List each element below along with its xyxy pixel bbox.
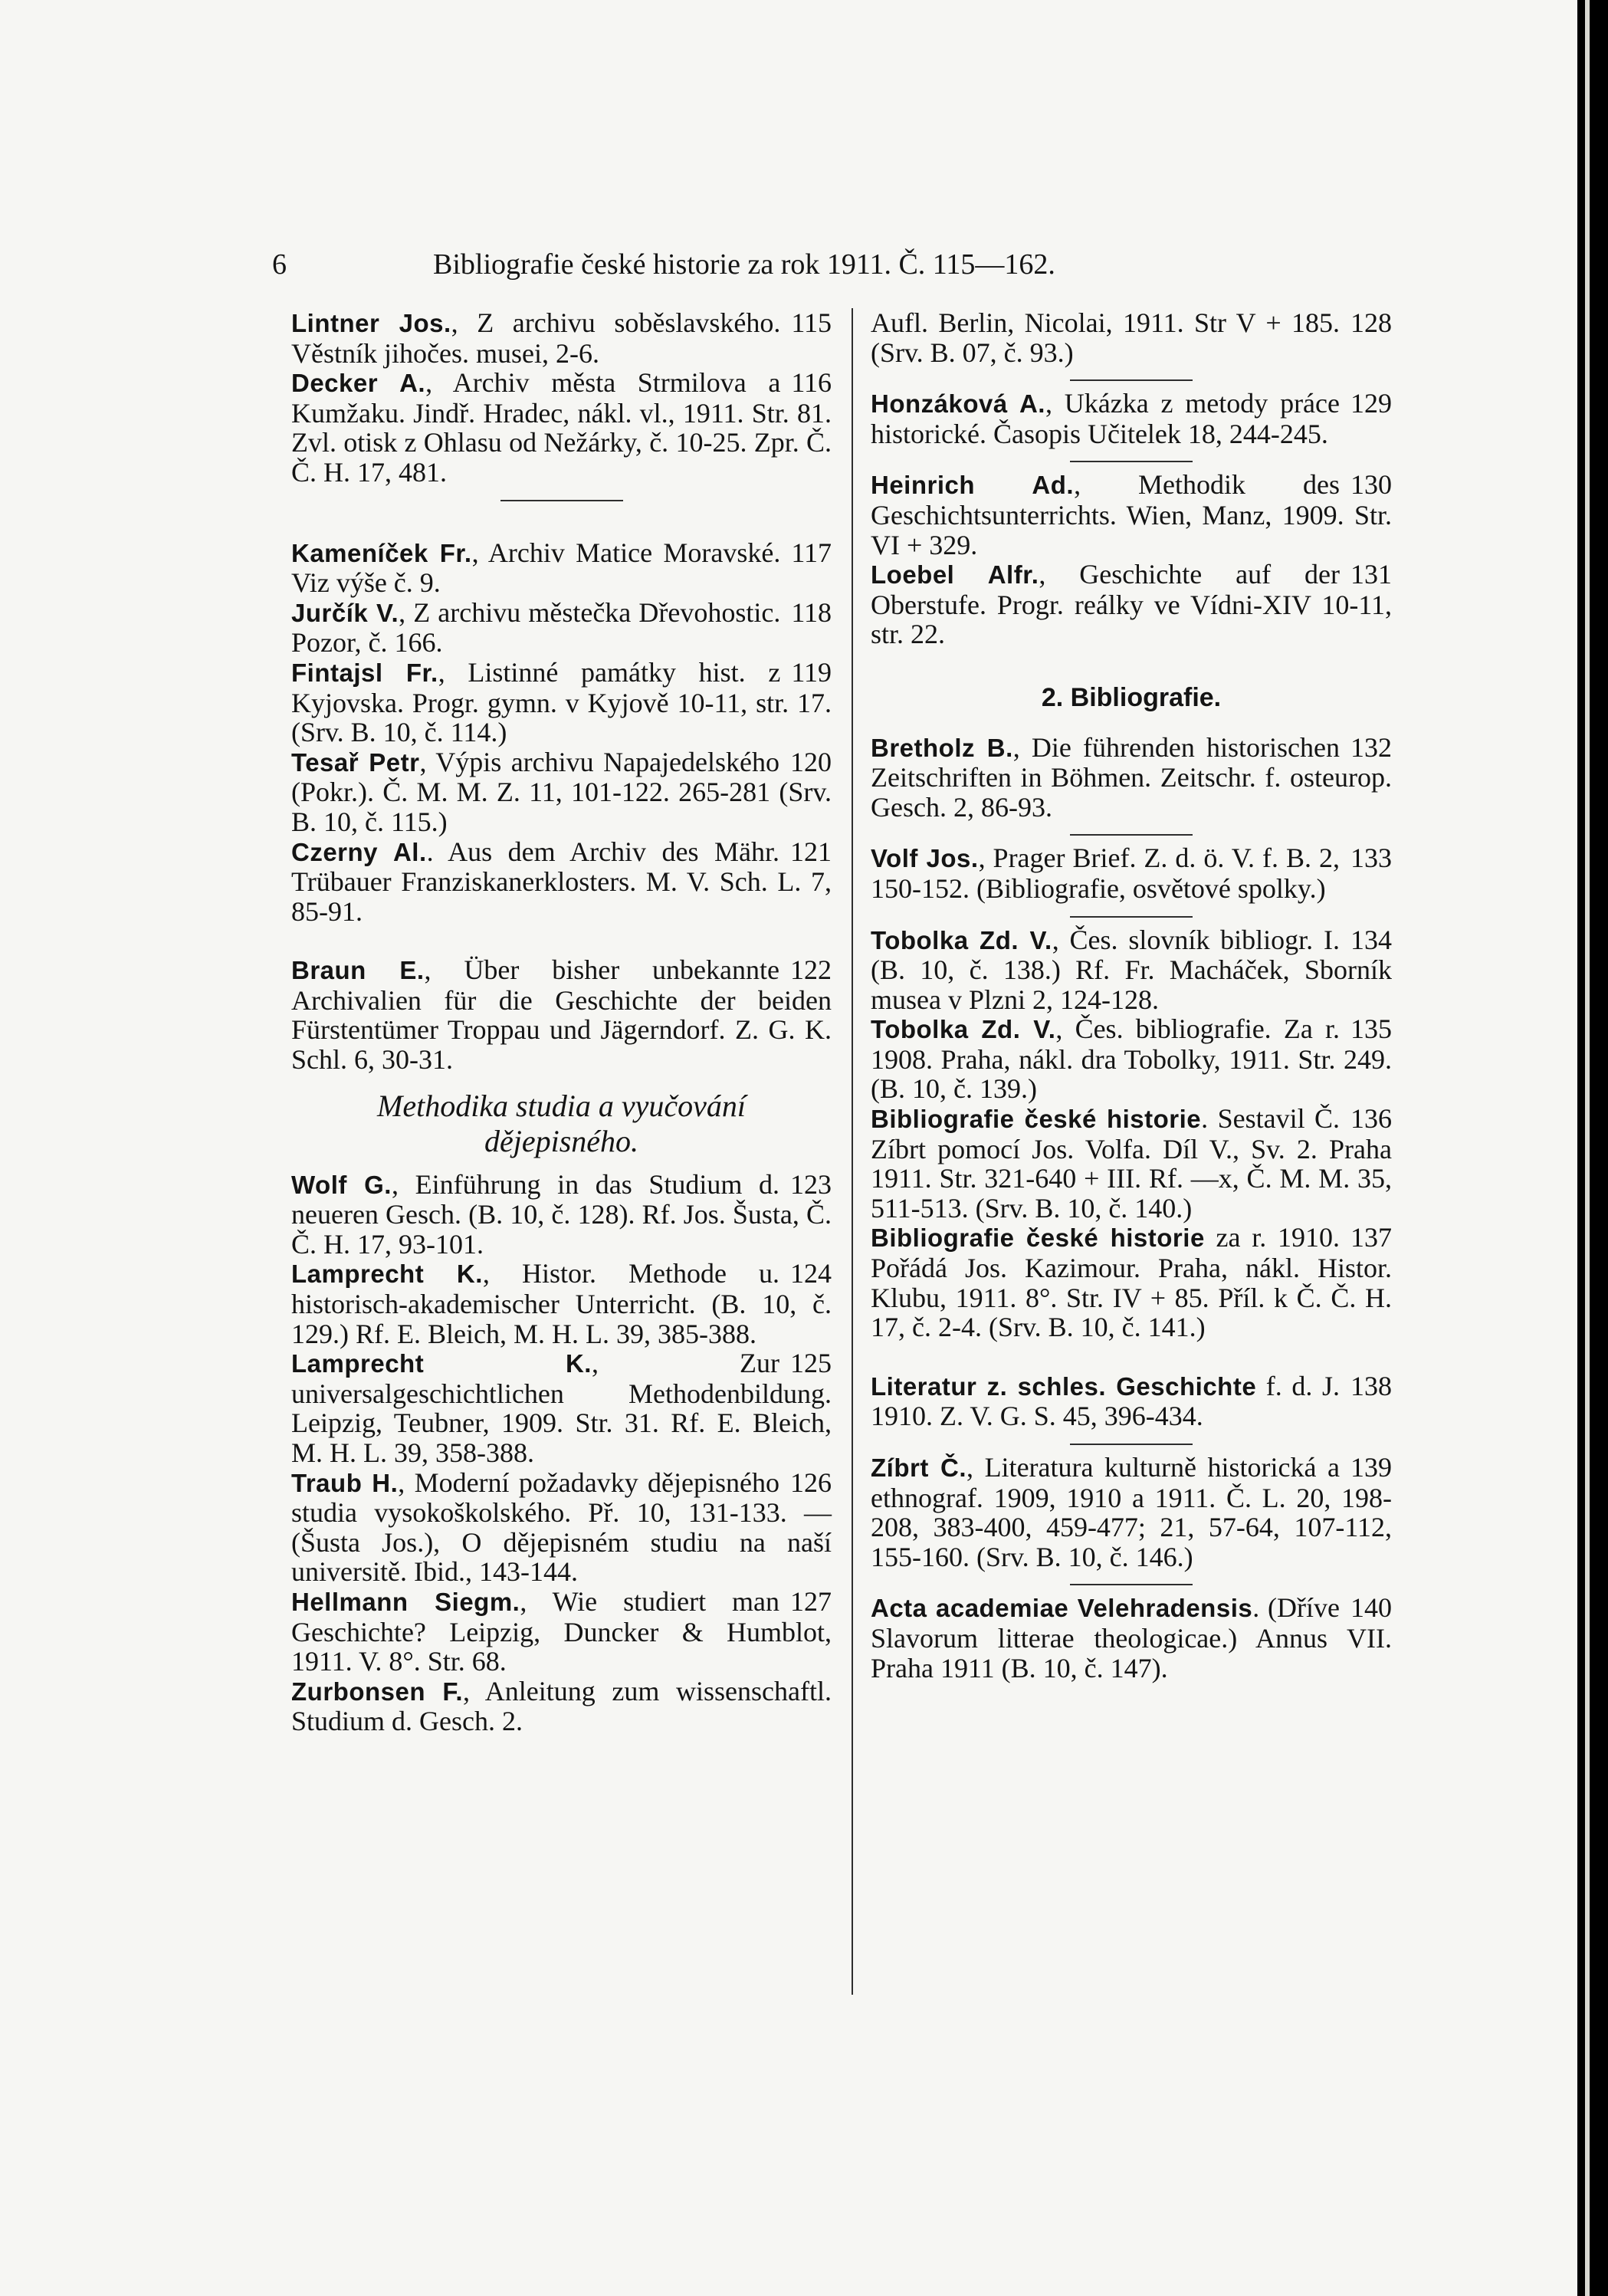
bib-entry: [871, 733, 1392, 823]
entry-number: 120: [790, 746, 832, 777]
separator-rule: [1070, 1444, 1193, 1445]
entry-number: 115: [791, 307, 832, 338]
entry-group: [871, 733, 1392, 823]
entry-number: 125: [790, 1348, 832, 1379]
entry-number: 134: [1350, 924, 1392, 955]
bib-entry: [291, 955, 832, 1074]
bib-entry: [871, 1371, 1392, 1431]
separator-rule: [500, 500, 623, 501]
bib-entry: [871, 1223, 1392, 1342]
entry-author: Decker A.: [291, 369, 426, 398]
entry-author: Kameníček Fr.: [291, 538, 472, 567]
entry-text: , Literatura kulturně historická a ethnograf. 1909, 1910 a 1911. Č. L. 20, 198-208, 383-400, 459-477; 21, 57-64, 107-112, 155-160. (Srv. B. 10, č. 146.): [871, 1452, 1392, 1572]
entry-author: Wolf G.: [291, 1170, 392, 1199]
entry-text: , Z archivu městečka Dřevohostic. Pozor, č. 166.: [291, 596, 781, 659]
entry-text: , Prager Brief. Z. d. ö. V. f. B. 2, 150-152. (Bibliografie, osvětové spolky.): [871, 843, 1341, 904]
entry-text: , Geschichte auf der Oberstufe. Progr. reálky ve Vídni-XIV 10-11, str. 22.: [871, 559, 1392, 650]
bib-entry: [871, 843, 1392, 903]
entry-number: 118: [791, 596, 832, 628]
bib-entry: [871, 560, 1392, 649]
bib-entry: [291, 308, 832, 368]
separator-rule: [1070, 461, 1193, 462]
entry-author: Bibliografie české historie: [871, 1224, 1205, 1253]
column-divider: [852, 308, 853, 1995]
bib-entry: [871, 389, 1392, 448]
bib-entry: [871, 308, 1392, 367]
section-title-line: Methodika studia a vyučování: [377, 1088, 746, 1123]
entry-number: 138: [1350, 1370, 1392, 1401]
entry-group: [291, 538, 832, 927]
entry-text: . Sestavil Č. Zíbrt pomocí Jos. Volfa. Díl V., Sv. 2. Praha 1911. Str. 321-640 + III. Rf. —x, Č. M. M. 35, 511-513. (Srv. B. 10, č. 140.): [871, 1103, 1392, 1224]
entry-text: f. d. J. 1910. Z. V. G. S. 45, 396-434.: [871, 1370, 1340, 1432]
entry-text: , Einführung in das Studium d. neueren Gesch. (B. 10, č. 128). Rf. Jos. Šusta, Č. Č. H. 17, 93-101.: [291, 1168, 832, 1260]
entry-text: , Listinné památky hist. z Kyjovska. Progr. gymn. v Kyjově 10-11, str. 17. (Srv. B. 10, č. 114.): [291, 656, 832, 748]
entry-group: [871, 308, 1392, 367]
entry-number: 135: [1350, 1013, 1392, 1045]
bib-entry: [291, 1259, 832, 1348]
bib-entry: [291, 1587, 832, 1677]
entry-author: Lintner Jos.: [291, 309, 451, 337]
entry-number: 139: [1350, 1452, 1392, 1483]
bib-entry: [871, 1014, 1392, 1104]
entry-text: Aufl. Berlin, Nicolai, 1911. Str V + 185. (Srv. B. 07, č. 93.): [871, 307, 1340, 368]
entry-author: Hellmann Siegm.: [291, 1587, 520, 1616]
entry-author: Tesař Petr: [291, 747, 420, 777]
entry-group: [871, 1593, 1392, 1683]
entry-author: Bibliografie české historie: [871, 1105, 1202, 1134]
bib-entry: [871, 1104, 1392, 1223]
entry-number: 131: [1350, 559, 1392, 590]
entry-group: [871, 843, 1392, 903]
left-column: [291, 308, 832, 1736]
entry-author: Honzáková A.: [871, 389, 1045, 419]
entry-text: , Čes. slovník bibliogr. I. (B. 10, č. 138.) Rf. Fr. Macháček, Sborník musea v Plzni 2, 124-128.: [871, 924, 1392, 1015]
entry-number: 132: [1350, 731, 1392, 763]
bib-entry: [291, 1677, 832, 1736]
entry-author: Lamprecht K.: [291, 1349, 592, 1378]
entry-author: Czerny Al.: [291, 837, 427, 866]
entry-number: 126: [790, 1467, 832, 1498]
separator-rule: [1070, 916, 1193, 918]
bib-entry: [871, 1453, 1392, 1572]
entry-text: , Histor. Methode u. historisch-akademischer Unterricht. (B. 10, č. 129.) Rf. E. Bleich, M. H. L. 39, 385-388.: [291, 1258, 832, 1349]
entry-group: [871, 925, 1392, 1342]
entry-author: Lamprecht K.: [291, 1260, 483, 1289]
entry-number: 140: [1350, 1592, 1392, 1624]
entry-text: , Z archivu soběslavského. Věstník jihočes. musei, 2-6.: [291, 307, 781, 369]
entry-author: Acta academiae Velehradensis: [871, 1594, 1253, 1623]
spacer: [291, 509, 832, 538]
bib-entry: [871, 925, 1392, 1015]
entry-author: Loebel Alfr.: [871, 560, 1039, 590]
page-number: 6: [272, 248, 287, 281]
bib-entry: [291, 837, 832, 927]
entry-author: Jurčík V.: [291, 598, 399, 627]
entry-number: 116: [791, 367, 832, 399]
entry-number: 123: [790, 1168, 832, 1200]
entry-text: , Archiv Matice Moravské. Viz výše č. 9.: [291, 537, 781, 599]
entry-text: , Moderní požadavky dějepisného studia vysokoškolského. Př. 10, 131-133. — (Šusta Jos.), O dějepisném studiu na naší universitě. Ibid., 143-144.: [291, 1467, 832, 1588]
entry-number: 137: [1350, 1222, 1392, 1253]
entry-number: 119: [791, 656, 832, 688]
separator-rule: [1070, 1584, 1193, 1585]
right-column: [871, 308, 1392, 1683]
entry-group: [871, 1453, 1392, 1572]
entry-number: 124: [790, 1258, 832, 1289]
entry-author: Literatur z. schles. Geschichte: [871, 1371, 1257, 1401]
page-title: Bibliografie české historie za rok 1911. Č. 115—162.: [433, 248, 1055, 281]
bib-entry: [291, 658, 832, 747]
entry-text: za r. 1910. Pořádá Jos. Kazimour. Praha, nákl. Histor. Klubu, 1911. 8°. Str. IV + 85. Příl. k Č. Č. H. 17, č. 2-4. (Srv. B. 10, č. 141.): [871, 1222, 1392, 1343]
entry-text: , Čes. bibliografie. Za r. 1908. Praha, nákl. dra Tobolky, 1911. Str. 249. (B. 10, č. 139.): [871, 1013, 1392, 1105]
entry-number: 133: [1350, 843, 1392, 874]
entry-number: 128: [1350, 307, 1392, 338]
entry-text: , Anleitung zum wissenschaftl. Studium d. Gesch. 2.: [291, 1675, 832, 1737]
bib-entry: [871, 470, 1392, 560]
bib-entry: [291, 598, 832, 658]
section-heading: 2. Bibliografie.: [1041, 682, 1222, 712]
entry-author: Braun E.: [291, 956, 425, 985]
bib-entry: [291, 1170, 832, 1260]
entry-text: . (Dříve Slavorum litterae theologicae.) Annus VII. Praha 1911 (B. 10, č. 147).: [871, 1592, 1392, 1683]
separator-rule: [1070, 834, 1193, 836]
bib-entry: [291, 538, 832, 598]
entry-author: Tobolka Zd. V.: [871, 1015, 1056, 1044]
entry-group: [871, 1371, 1392, 1431]
entry-number: 130: [1350, 469, 1392, 501]
entry-number: 121: [790, 836, 832, 867]
bib-entry: [871, 1593, 1392, 1683]
running-head: [272, 247, 1230, 282]
entry-author: Volf Jos.: [871, 844, 979, 873]
entry-text: . Aus dem Archiv des Mähr. Trübauer Franziskanerklosters. M. V. Sch. L. 7, 85-91.: [291, 836, 832, 927]
spacer: [871, 1342, 1392, 1371]
entry-author: Zurbonsen F.: [291, 1677, 464, 1706]
entry-author: Tobolka Zd. V.: [871, 925, 1052, 954]
entry-text: , Wie studiert man Geschichte? Leipzig, Duncker & Humblot, 1911. V. 8°. Str. 68.: [291, 1585, 832, 1677]
entry-author: Fintajsl Fr.: [291, 658, 438, 687]
entry-group: [871, 389, 1392, 448]
entry-author: Traub H.: [291, 1468, 399, 1497]
separator-rule: [1070, 379, 1193, 381]
bib-entry: [291, 368, 832, 487]
entry-text: , Über bisher unbekannte Archivalien für die Geschichte der beiden Fürstentümer Troppau und Jägerndorf. Z. G. K. Schl. 6, 30-31.: [291, 954, 832, 1076]
entry-text: , Die führenden historischen Zeitschriften in Böhmen. Zeitschr. f. osteurop. Gesch. 2, 86-93.: [871, 731, 1392, 823]
entry-group: [291, 1170, 832, 1736]
entry-text: , Výpis archivu Napajedelského (Pokr.). Č. M. M. Z. 11, 101-122. 265-281 (Srv. B. 10, č. 115.): [291, 746, 832, 837]
section-title-line: dějepisného.: [484, 1123, 639, 1158]
bib-entry: [291, 1468, 832, 1587]
entry-number: 122: [790, 954, 832, 986]
entry-author: Bretholz B.: [871, 733, 1013, 762]
entry-text: , Archiv města Strmilova a Kumžaku. Jindř. Hradec, nákl. vl., 1911. Str. 81. Zvl. otisk z Ohlasu od Nežárky, č. 10-25. Zpr. Č. Č. H. 17, 481.: [291, 367, 832, 488]
entry-text: , Ukázka z metody práce historické. Časopis Učitelek 18, 244-245.: [871, 388, 1340, 449]
bib-entry: [291, 747, 832, 837]
entry-group: [871, 470, 1392, 649]
entry-number: 136: [1350, 1103, 1392, 1135]
entry-number: 127: [790, 1585, 832, 1617]
spacer: [291, 926, 832, 955]
bib-entry: [291, 1348, 832, 1467]
entry-number: 129: [1350, 388, 1392, 419]
entry-author: Heinrich Ad.: [871, 471, 1075, 500]
entry-number: 117: [791, 537, 832, 568]
entry-group: [291, 955, 832, 1074]
entry-group: [291, 308, 832, 488]
entry-text: , Zur universalgeschichtlichen Methodenbildung. Leipzig, Teubner, 1909. Str. 31. Rf. E. Bleich, M. H. L. 39, 358-388.: [291, 1348, 832, 1468]
entry-author: Zíbrt Č.: [871, 1453, 967, 1482]
section-title: [291, 1089, 832, 1159]
entry-text: , Methodik des Geschichtsunterrichts. Wien, Manz, 1909. Str. VI + 329.: [871, 469, 1392, 560]
page-edge-line: [1585, 0, 1590, 2296]
